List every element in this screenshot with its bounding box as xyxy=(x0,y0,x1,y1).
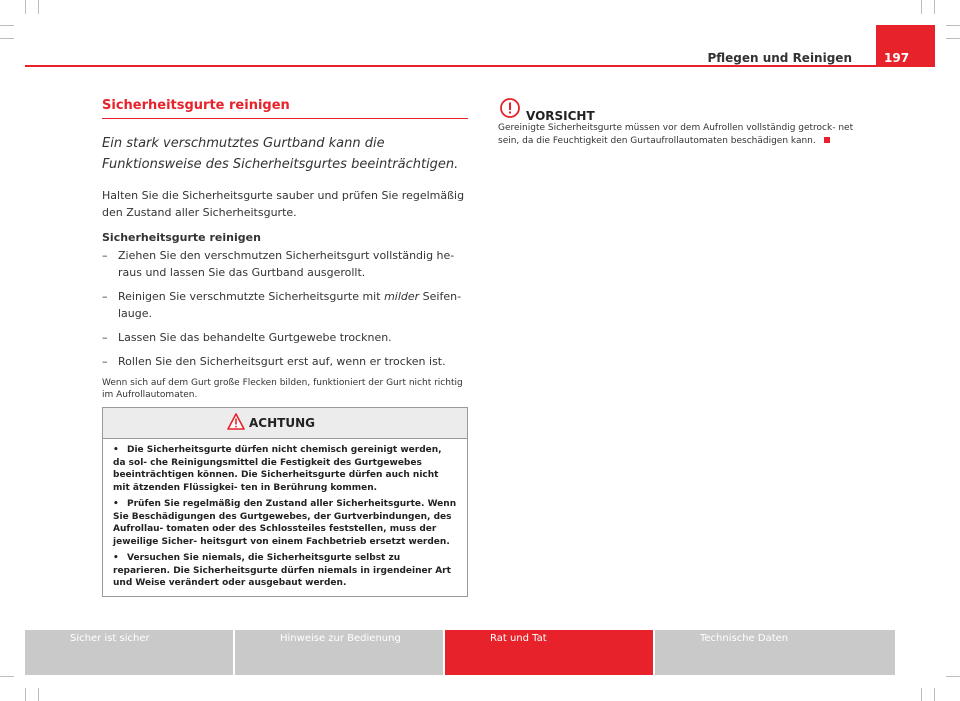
warning-header xyxy=(103,408,467,439)
step-text: Rollen Sie den Sicherheitsgurt erst auf, wenn er trocken ist. xyxy=(118,355,446,368)
left-column xyxy=(102,98,468,401)
procedure-steps xyxy=(102,247,468,370)
crop-mark xyxy=(946,38,960,39)
running-header: Pflegen und Reinigen xyxy=(707,51,852,65)
crop-mark xyxy=(921,688,922,701)
list-item xyxy=(113,552,457,590)
tab-rat-und-tat[interactable]: Rat und Tat xyxy=(445,630,653,675)
crop-mark xyxy=(38,688,39,701)
crop-mark xyxy=(934,0,935,14)
crop-mark xyxy=(0,676,14,677)
warning-triangle-icon xyxy=(227,413,245,430)
list-item: – Ziehen Sie den verschmutzen Sicherheitsgurt vollständig he- raus und lassen Sie das Gurtband ausgerollt. xyxy=(102,249,455,279)
warning-text: Prüfen Sie regelmäßig den Zustand aller Sicherheitsgurte. Wenn Sie Beschädigungen des Gurtgewebes, der Gurtverbindungen, des Aufrollau- tomaten oder des Schlossteiles feststellen, muss der jeweilige Sicher- heitsgurt von einem Fachbetrieb ersetzt werden. xyxy=(113,499,457,547)
step-text: Seifen- lauge. xyxy=(118,290,462,320)
list-item xyxy=(113,444,457,494)
step-text: Reinigen Sie verschmutzte Sicherheitsgurte mit xyxy=(118,290,385,303)
bullet: • xyxy=(113,445,119,455)
tab-hinweise-zur-bedienung[interactable]: Hinweise zur Bedienung xyxy=(235,630,443,675)
caution-text: Gereinigte Sicherheitsgurte müssen vor dem Aufrollen vollständig getrock- net sein, da die Feuchtigkeit den Gurtaufrollautomaten beschädigen kann. xyxy=(498,123,854,146)
crop-mark xyxy=(934,688,935,701)
caution-paragraph xyxy=(498,122,870,147)
caution-title: VORSICHT xyxy=(526,109,595,123)
tab-technische-daten[interactable]: Technische Daten xyxy=(655,630,895,675)
note-paragraph: Wenn sich auf dem Gurt große Flecken bilden, funktioniert der Gurt nicht richtig im Aufrollautomaten. xyxy=(102,378,463,400)
end-mark-icon xyxy=(824,137,830,143)
warning-box xyxy=(102,407,468,597)
crop-mark xyxy=(946,25,960,26)
list-item xyxy=(113,498,457,548)
crop-mark xyxy=(25,688,26,701)
header-rule xyxy=(25,65,935,67)
caution-icon xyxy=(500,98,520,118)
step-text: Ziehen Sie den verschmutzen Sicherheitsgurt vollständig he- raus und lassen Sie das Gurtband ausgerollt. xyxy=(118,249,455,279)
list-item: – Reinigen Sie verschmutzte Sicherheitsgurte mit milder Seifen- lauge. xyxy=(102,290,462,320)
warning-title: ACHTUNG xyxy=(249,416,315,430)
step-emphasis: milder xyxy=(384,290,420,303)
right-column xyxy=(498,98,870,147)
page-number: 197 xyxy=(884,51,910,65)
warning-body xyxy=(103,439,467,590)
warning-text: Versuchen Sie niemals, die Sicherheitsgurte selbst zu reparieren. Die Sicherheitsgurte dürfen niemals in irgendeiner Art und Weise verändert oder ausgebaut werden. xyxy=(113,553,451,588)
crop-mark xyxy=(25,0,26,14)
caution-header xyxy=(498,98,870,122)
crop-mark xyxy=(0,25,14,26)
section-title: Sicherheitsgurte reinigen xyxy=(102,98,468,119)
crop-mark xyxy=(946,676,960,677)
chapter-tabs xyxy=(25,630,895,675)
step-text: Lassen Sie das behandelte Gurtgewebe trocknen. xyxy=(118,331,392,344)
crop-mark xyxy=(38,0,39,14)
intro-paragraph: Halten Sie die Sicherheitsgurte sauber und prüfen Sie regelmäßig den Zustand aller Sicherheitsgurte. xyxy=(102,189,465,219)
warning-text: Die Sicherheitsgurte dürfen nicht chemisch gereinigt werden, da sol- che Reinigungsmittel die Festigkeit des Gurtgewebes beeinträchtigen können. Die Sicherheitsgurte dürfen auch nicht mit ätzenden Flüssigkei- ten in Berührung kommen. xyxy=(113,445,442,493)
bullet: • xyxy=(113,553,119,563)
crop-mark xyxy=(0,38,14,39)
list-item: – Rollen Sie den Sicherheitsgurt erst auf, wenn er trocken ist. xyxy=(102,355,446,368)
lead-paragraph: Ein stark verschmutztes Gurtband kann die Funktionsweise des Sicherheitsgurtes beeinträchtigen. xyxy=(102,136,459,172)
procedure-heading: Sicherheitsgurte reinigen xyxy=(102,231,261,244)
crop-mark xyxy=(921,0,922,14)
bullet: • xyxy=(113,499,119,509)
list-item: – Lassen Sie das behandelte Gurtgewebe trocknen. xyxy=(102,331,392,344)
tab-sicher-ist-sicher[interactable]: Sicher ist sicher xyxy=(25,630,233,675)
